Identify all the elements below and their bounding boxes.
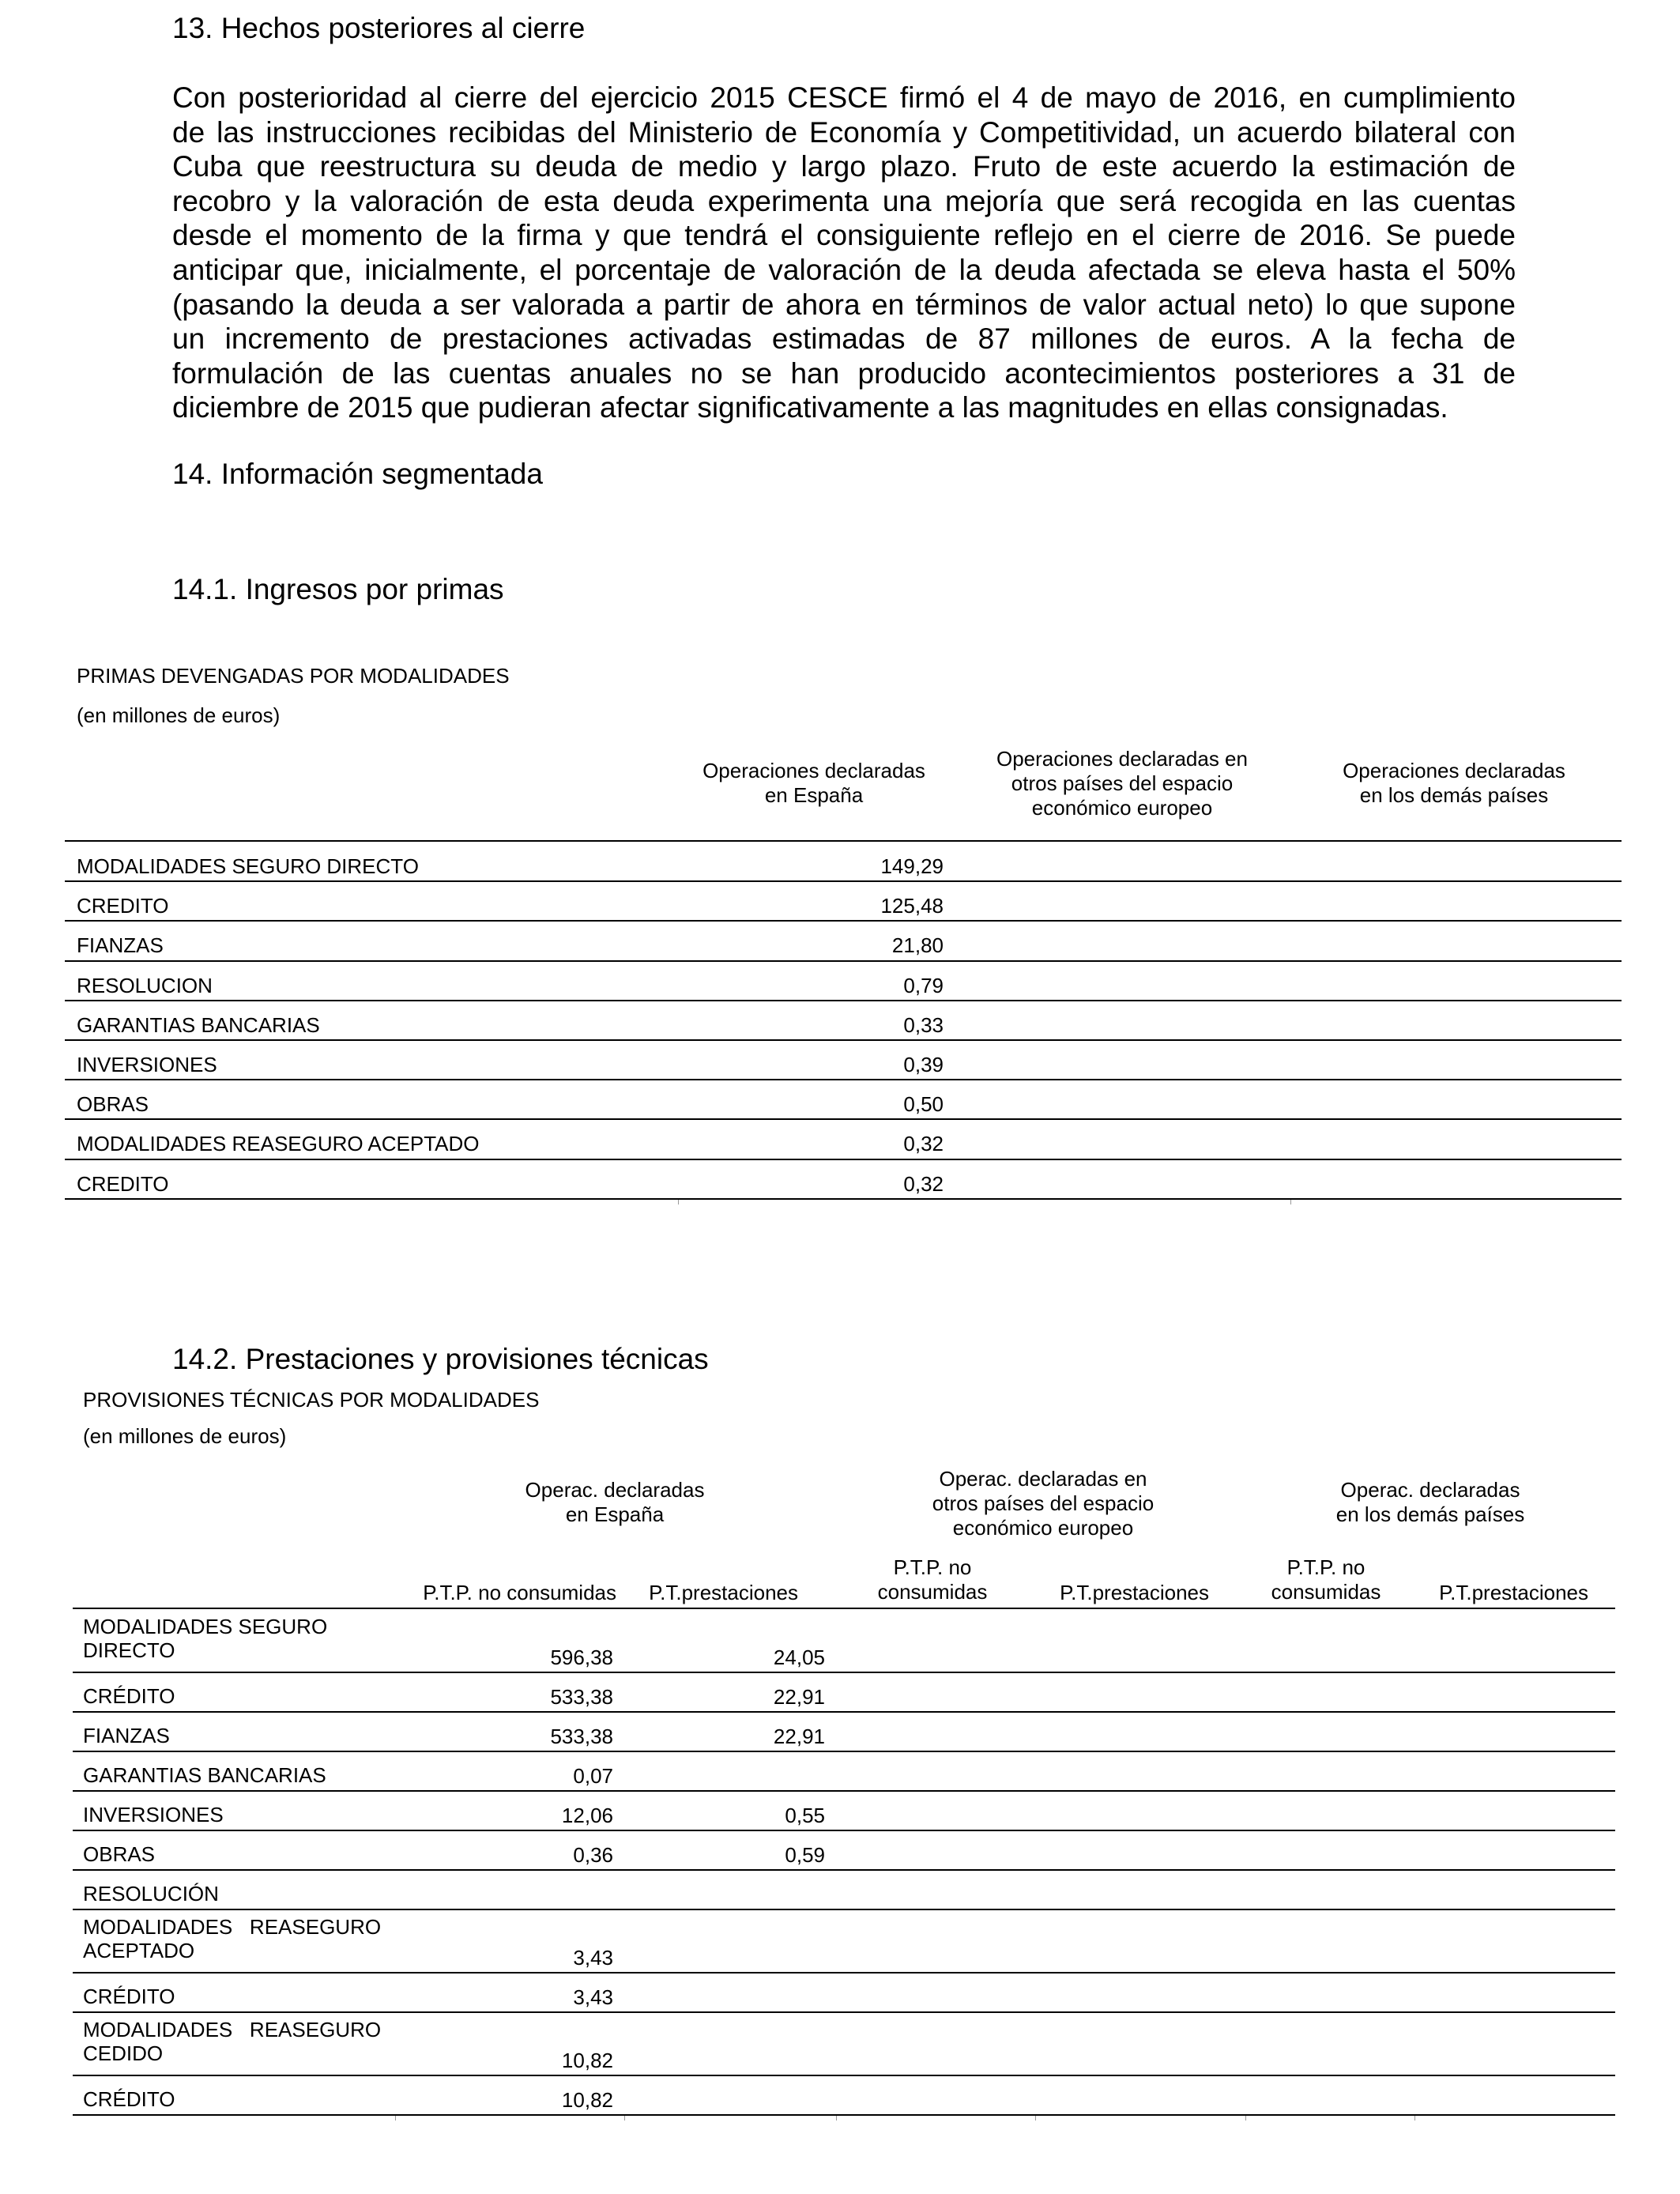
row-value-ptp-spain: 533,38	[550, 1685, 613, 1709]
table-row	[0, 1160, 1680, 1200]
table-row	[0, 1610, 1680, 1673]
row-value-ptp-spain: 10,82	[561, 2088, 613, 2112]
table-row	[0, 922, 1680, 961]
section-13-line: desde el momento de la firma y que tendrá el consiguiente reflejo en el cierre de 2016. Se puede	[172, 219, 1516, 252]
row-label: MODALIDADES REASEGURO ACEPTADO	[83, 1915, 382, 1962]
row-value-spain: 149,29	[880, 854, 944, 878]
row-value-ptp-spain: 0,36	[573, 1843, 613, 1867]
provisiones-sub-ptp-eee: P.T.P. no consumidas	[877, 1555, 988, 1604]
table-row	[0, 1973, 1680, 2013]
table-row	[0, 2076, 1680, 2116]
row-label: OBRAS	[77, 1092, 149, 1117]
provisiones-sub-ptp-spain: P.T.P. no consumidas	[423, 1581, 616, 1604]
row-label: MODALIDADES REASEGURO CEDIDO	[83, 2018, 382, 2065]
table-row	[0, 1871, 1680, 1910]
primas-table-units: (en millones de euros)	[77, 703, 281, 727]
row-label: INVERSIONES	[77, 1053, 217, 1076]
row-value-spain: 0,39	[903, 1053, 944, 1076]
table-row	[0, 1910, 1680, 1973]
row-value-spain: 0,79	[903, 973, 944, 997]
section-13-line: anticipar que, inicialmente, el porcentaje de valoración de la deuda afectada se eleva hasta el 50%	[172, 253, 1516, 286]
column-tick	[836, 2116, 837, 2120]
section-13-line: (pasando la deuda a ser valorada a partir de ahora en términos de valor actual neto) lo que supone	[172, 288, 1516, 321]
row-value-ptp-spain: 12,06	[561, 1804, 613, 1827]
section-14-title: 14. Información segmentada	[172, 458, 543, 490]
primas-table-caption: PRIMAS DEVENGADAS POR MODALIDADES	[77, 664, 510, 688]
column-tick	[1245, 2116, 1246, 2120]
provisiones-group-other: Operac. declaradas en los demás países	[1335, 1478, 1525, 1526]
column-tick	[678, 1200, 679, 1204]
row-label: CRÉDITO	[83, 2087, 175, 2111]
provisiones-table-units: (en millones de euros)	[83, 1424, 287, 1448]
row-label: GARANTIAS BANCARIAS	[77, 1012, 320, 1037]
provisiones-sub-pt-spain: P.T.prestaciones	[649, 1581, 798, 1604]
table-row	[0, 882, 1680, 922]
row-value-ptp-spain: 3,43	[573, 1946, 613, 1970]
row-value-spain: 0,32	[903, 1132, 944, 1156]
row-value-pt-spain: 22,91	[773, 1685, 825, 1709]
section-14-1-title: 14.1. Ingresos por primas	[172, 573, 504, 605]
row-label: CREDITO	[77, 1171, 169, 1196]
row-label: MODALIDADES SEGURO DIRECTO	[83, 1615, 328, 1662]
row-rule	[73, 2114, 1615, 2116]
table-row	[0, 1001, 1680, 1041]
table-row	[0, 1041, 1680, 1080]
table-row	[0, 1673, 1680, 1713]
row-label: FIANZAS	[83, 1724, 170, 1747]
column-tick	[1414, 2116, 1415, 2120]
section-13-title: 13. Hechos posteriores al cierre	[172, 12, 586, 44]
row-value-spain: 0,33	[903, 1012, 944, 1037]
section-13-line: recobro y la valoración de esta deuda experimenta una mejoría que será recogida en las cuentas	[172, 184, 1516, 217]
provisiones-sub-pt-eee: P.T.prestaciones	[1060, 1581, 1209, 1604]
row-value-ptp-spain: 3,43	[573, 1985, 613, 2009]
row-value-spain: 21,80	[891, 933, 944, 958]
row-label: RESOLUCION	[77, 973, 213, 997]
column-tick	[1035, 2116, 1036, 2120]
row-label: RESOLUCIÓN	[83, 1882, 219, 1906]
primas-header-rule	[65, 840, 1622, 842]
row-label: CRÉDITO	[83, 1684, 175, 1708]
row-value-spain: 125,48	[880, 894, 944, 918]
section-13-line: un incremento de prestaciones activadas estimadas de 87 millones de euros. A la fecha de	[172, 322, 1516, 356]
row-label: GARANTIAS BANCARIAS	[83, 1763, 326, 1787]
section-13-line: Con posterioridad al cierre del ejercicio 2015 CESCE firmó el 4 de mayo de 2016, en cumplimiento	[172, 81, 1516, 114]
table-row	[0, 2013, 1680, 2076]
row-value-pt-spain: 22,91	[773, 1725, 825, 1748]
provisiones-group-spain: Operac. declaradas en España	[525, 1478, 705, 1526]
row-label: MODALIDADES REASEGURO ACEPTADO	[77, 1132, 480, 1156]
row-label: INVERSIONES	[83, 1803, 224, 1826]
row-value-ptp-spain: 596,38	[550, 1646, 613, 1669]
row-value-ptp-spain: 533,38	[550, 1725, 613, 1748]
row-value-pt-spain: 0,55	[785, 1804, 825, 1827]
table-row	[0, 843, 1680, 882]
table-row	[0, 1713, 1680, 1752]
primas-col-eee: Operaciones declaradas en otros países del espacio económico europeo	[996, 747, 1248, 820]
section-13-line: Cuba que reestructura su deuda de medio y largo plazo. Fruto de este acuerdo la estimación de	[172, 150, 1516, 183]
table-row	[0, 1752, 1680, 1792]
row-label: CREDITO	[77, 894, 169, 918]
section-13-paragraph	[172, 81, 1516, 425]
provisiones-group-eee: Operac. declaradas en otros países del espacio económico europeo	[932, 1467, 1155, 1540]
section-13-line: de las instrucciones recibidas del Ministerio de Economía y Competitividad, un acuerdo bilateral con	[172, 115, 1516, 149]
row-value-ptp-spain: 0,07	[573, 1764, 613, 1788]
primas-col-spain: Operaciones declaradas en España	[703, 759, 925, 807]
column-tick	[624, 2116, 625, 2120]
table-row	[0, 1080, 1680, 1120]
row-value-pt-spain: 0,59	[785, 1843, 825, 1867]
provisiones-header-rule	[73, 1608, 1615, 1609]
table-row	[0, 1831, 1680, 1871]
table-row	[0, 1120, 1680, 1159]
table-row	[0, 1792, 1680, 1831]
primas-col-other: Operaciones declaradas en los demás países	[1343, 759, 1565, 807]
section-14-2-title: 14.2. Prestaciones y provisiones técnicas	[172, 1343, 709, 1375]
row-label: MODALIDADES SEGURO DIRECTO	[77, 854, 419, 878]
section-13-line: diciembre de 2015 que pudieran afectar significativamente a las magnitudes en ellas consignadas.	[172, 391, 1448, 424]
row-value-pt-spain: 24,05	[773, 1646, 825, 1669]
table-row	[0, 962, 1680, 1001]
provisiones-table-caption: PROVISIONES TÉCNICAS POR MODALIDADES	[83, 1388, 540, 1412]
section-13-line: formulación de las cuentas anuales no se han producido acontecimientos posteriores a 31 de	[172, 356, 1516, 390]
column-tick	[395, 2116, 396, 2120]
provisiones-sub-pt-other: P.T.prestaciones	[1439, 1581, 1588, 1604]
row-rule	[65, 1198, 1622, 1200]
row-label: CRÉDITO	[83, 1985, 175, 2008]
provisiones-sub-ptp-other: P.T.P. no consumidas	[1271, 1555, 1381, 1604]
row-label: OBRAS	[83, 1842, 156, 1866]
column-tick	[1290, 1200, 1291, 1204]
row-value-spain: 0,32	[903, 1171, 944, 1196]
row-value-spain: 0,50	[903, 1092, 944, 1117]
row-label: FIANZAS	[77, 933, 164, 958]
row-value-ptp-spain: 10,82	[561, 2049, 613, 2072]
